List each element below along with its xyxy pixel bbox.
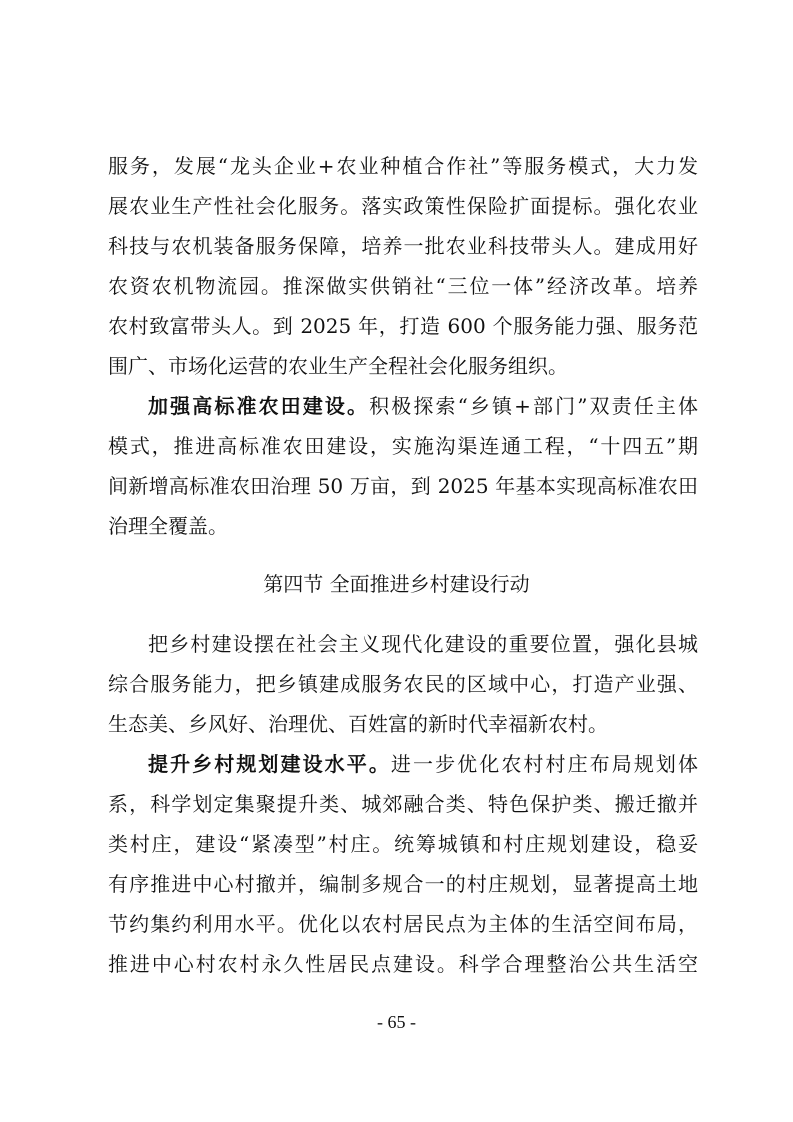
paragraph-line: 模式，推进高标准农田建设，实施沟渠连通工程，“十四五”期 xyxy=(108,434,698,458)
paragraph-first-line xyxy=(108,744,698,784)
intro-paragraph xyxy=(108,624,698,744)
paragraph-line: 间新增高标准农田治理 50 万亩，到 2025 年基本实现高标准农田 xyxy=(108,474,698,498)
paragraph-line: 科技与农机装备服务保障，培养一批农业科技带头人。建成用好 xyxy=(108,234,698,258)
planning-paragraph xyxy=(108,744,698,984)
section-heading: 第四节 全面推进乡村建设行动 xyxy=(263,572,530,596)
farmland-paragraph xyxy=(108,386,698,546)
paragraph-line: 类村庄，建设“紧凑型”村庄。统筹城镇和村庄规划建设，稳妥 xyxy=(108,832,698,856)
paragraph-line: 农村致富带头人。到 2025 年，打造 600 个服务能力强、服务范 xyxy=(108,314,698,338)
paragraph-line: 综合服务能力，把乡镇建成服务农民的区域中心，打造产业强、 xyxy=(108,672,698,696)
bold-lead: 提升乡村规划建设水平。 xyxy=(148,752,391,776)
paragraph-line: 系，科学划定集聚提升类、城郊融合类、特色保护类、搬迁撤并 xyxy=(108,792,698,816)
paragraph-line: 推进中心村农村永久性居民点建设。科学合理整治公共生活空 xyxy=(108,952,698,976)
paragraph-line: 有序推进中心村撤并，编制多规合一的村庄规划，显著提高土地 xyxy=(108,872,698,896)
paragraph-line: 展农业生产性社会化服务。落实政策性保险扩面提标。强化农业 xyxy=(108,194,698,218)
paragraph-line: 治理全覆盖。 xyxy=(108,514,228,538)
paragraph-line: 把乡村建设摆在社会主义现代化建设的重要位置，强化县城 xyxy=(148,632,698,656)
service-paragraph xyxy=(108,146,698,386)
bold-lead: 加强高标准农田建设。 xyxy=(148,394,370,418)
paragraph-text: 积极探索“乡镇+部门”双责任主体 xyxy=(369,394,699,418)
paragraph-text: 进一步优化农村村庄布局规划体 xyxy=(390,752,699,776)
paragraph-line: 围广、市场化运营的农业生产全程社会化服务组织。 xyxy=(108,354,568,378)
paragraph-line: 节约集约利用水平。优化以农村居民点为主体的生活空间布局， xyxy=(108,912,698,936)
paragraph-line: 农资农机物流园。推深做实供销社“三位一体”经济改革。培养 xyxy=(108,274,698,298)
paragraph-line: 生态美、乡风好、治理优、百姓富的新时代幸福新农村。 xyxy=(108,712,608,736)
page-number: - 65 - xyxy=(377,1012,416,1032)
paragraph-first-line xyxy=(108,386,698,426)
paragraph-line: 服务，发展“龙头企业+农业种植合作社”等服务模式，大力发 xyxy=(108,154,698,178)
